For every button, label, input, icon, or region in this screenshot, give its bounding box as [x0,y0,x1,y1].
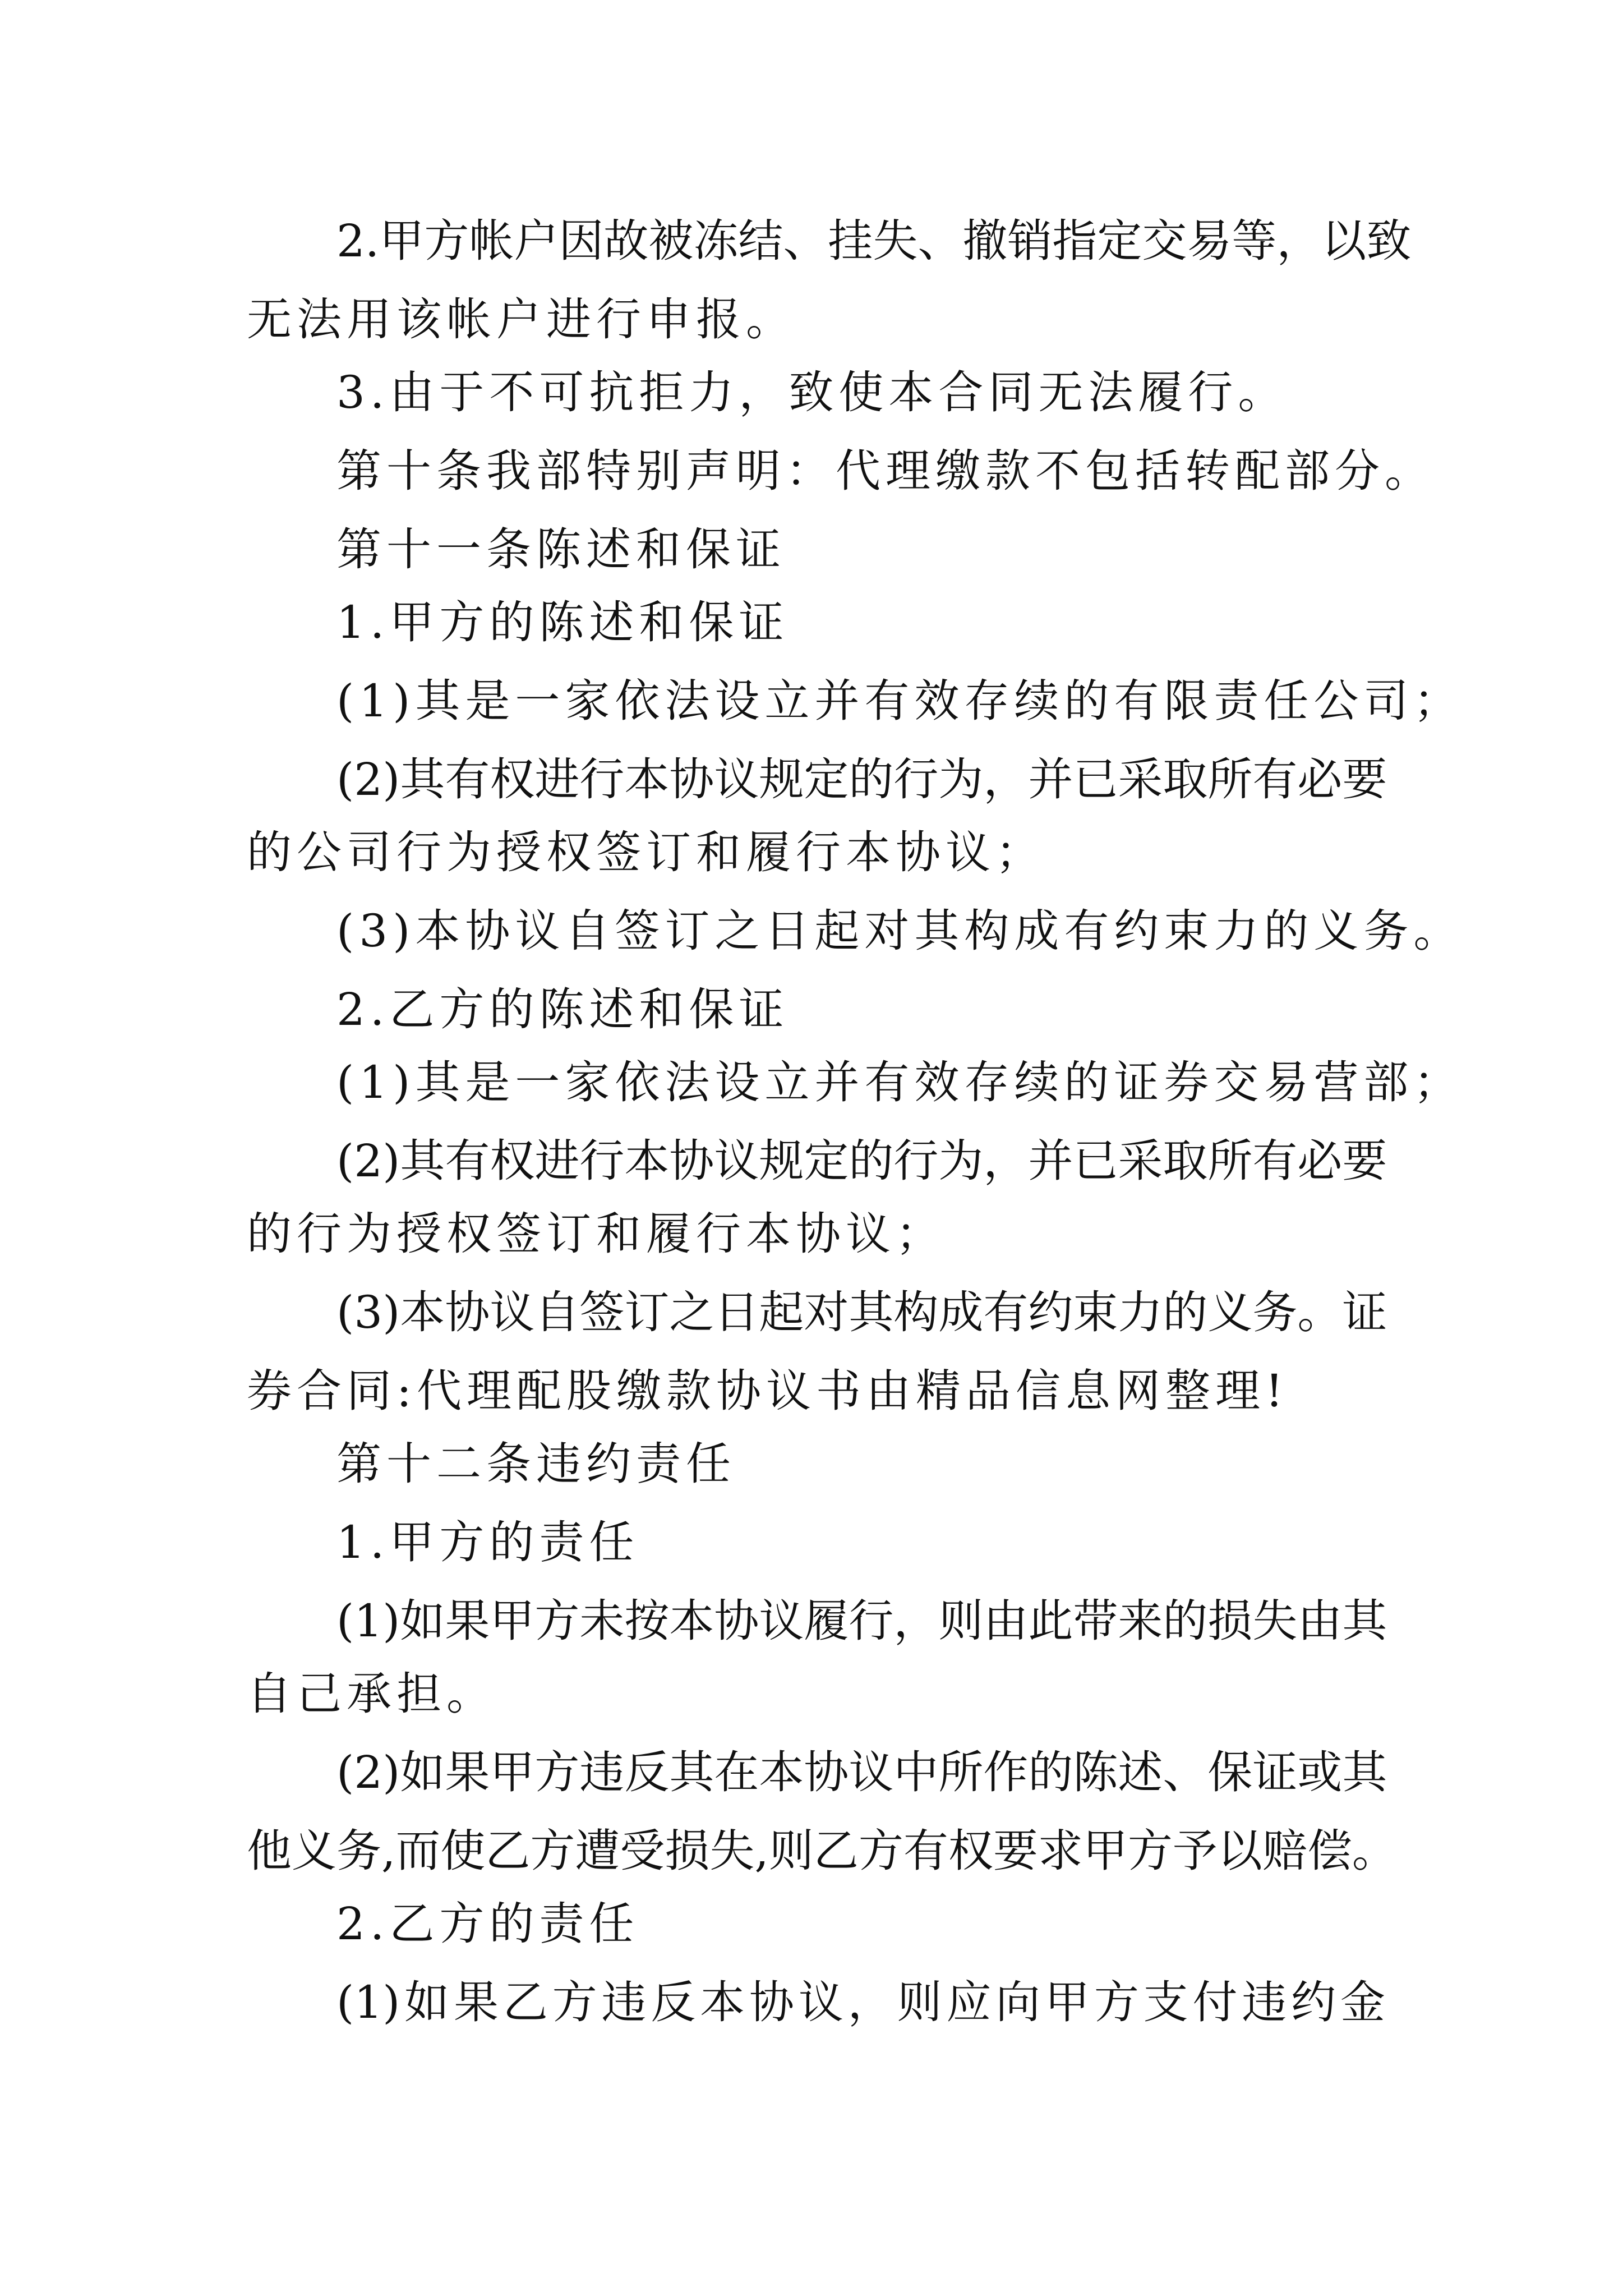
text-line: (3)本协议自签订之日起对其构成有约束力的义务。 [336,905,1464,957]
text-line: (2)如果甲方违反其在本协议中所作的陈述、保证或其 [336,1746,1387,1798]
text-line: 自己承担。 [247,1668,496,1720]
text-line: 的公司行为授权签订和履行本协议； [247,826,1045,878]
text-line: 第十条我部特别声明：代理缴款不包括转配部分。 [336,445,1435,497]
section-heading: 第十二条违约责任 [336,1438,736,1490]
text-line: (2)其有权进行本协议规定的行为，并已采取所有必要 [336,1135,1387,1187]
text-line: (1)如果甲方未按本协议履行，则由此带来的损失由其 [336,1595,1387,1647]
text-line: 券合同:代理配股缴款协议书由精品信息网整理! [247,1365,1289,1417]
text-line: (1)其是一家依法设立并有效存续的有限责任公司； [336,675,1464,727]
subsection-heading: 1.甲方的责任 [336,1516,639,1568]
text-line: (1)如果乙方违反本协议，则应向甲方支付违约金 [336,1976,1385,2028]
text-line: (2)其有权进行本协议规定的行为，并已采取所有必要 [336,753,1387,806]
text-line: 3.由于不可抗拒力，致使本合同无法履行。 [336,366,1288,418]
section-heading: 第十一条陈述和保证 [336,523,786,576]
subsection-heading: 2.乙方的责任 [336,1898,639,1950]
subsection-heading: 2.乙方的陈述和保证 [336,983,789,1036]
text-line: 他义务,而使乙方遭受损失,则乙方有权要求甲方予以赔偿。 [247,1825,1397,1877]
text-line: 无法用该帐户进行申报。 [247,293,796,346]
text-line: (3)本协议自签订之日起对其构成有约束力的义务。证 [336,1286,1387,1338]
text-line: 的行为授权签订和履行本协议； [247,1208,946,1260]
text-line: 2.甲方帐户因故被冻结、挂失、撤销指定交易等，以致 [336,215,1412,267]
subsection-heading: 1.甲方的陈述和保证 [336,596,789,648]
text-line: (1)其是一家依法设立并有效存续的证券交易营部； [336,1056,1464,1108]
